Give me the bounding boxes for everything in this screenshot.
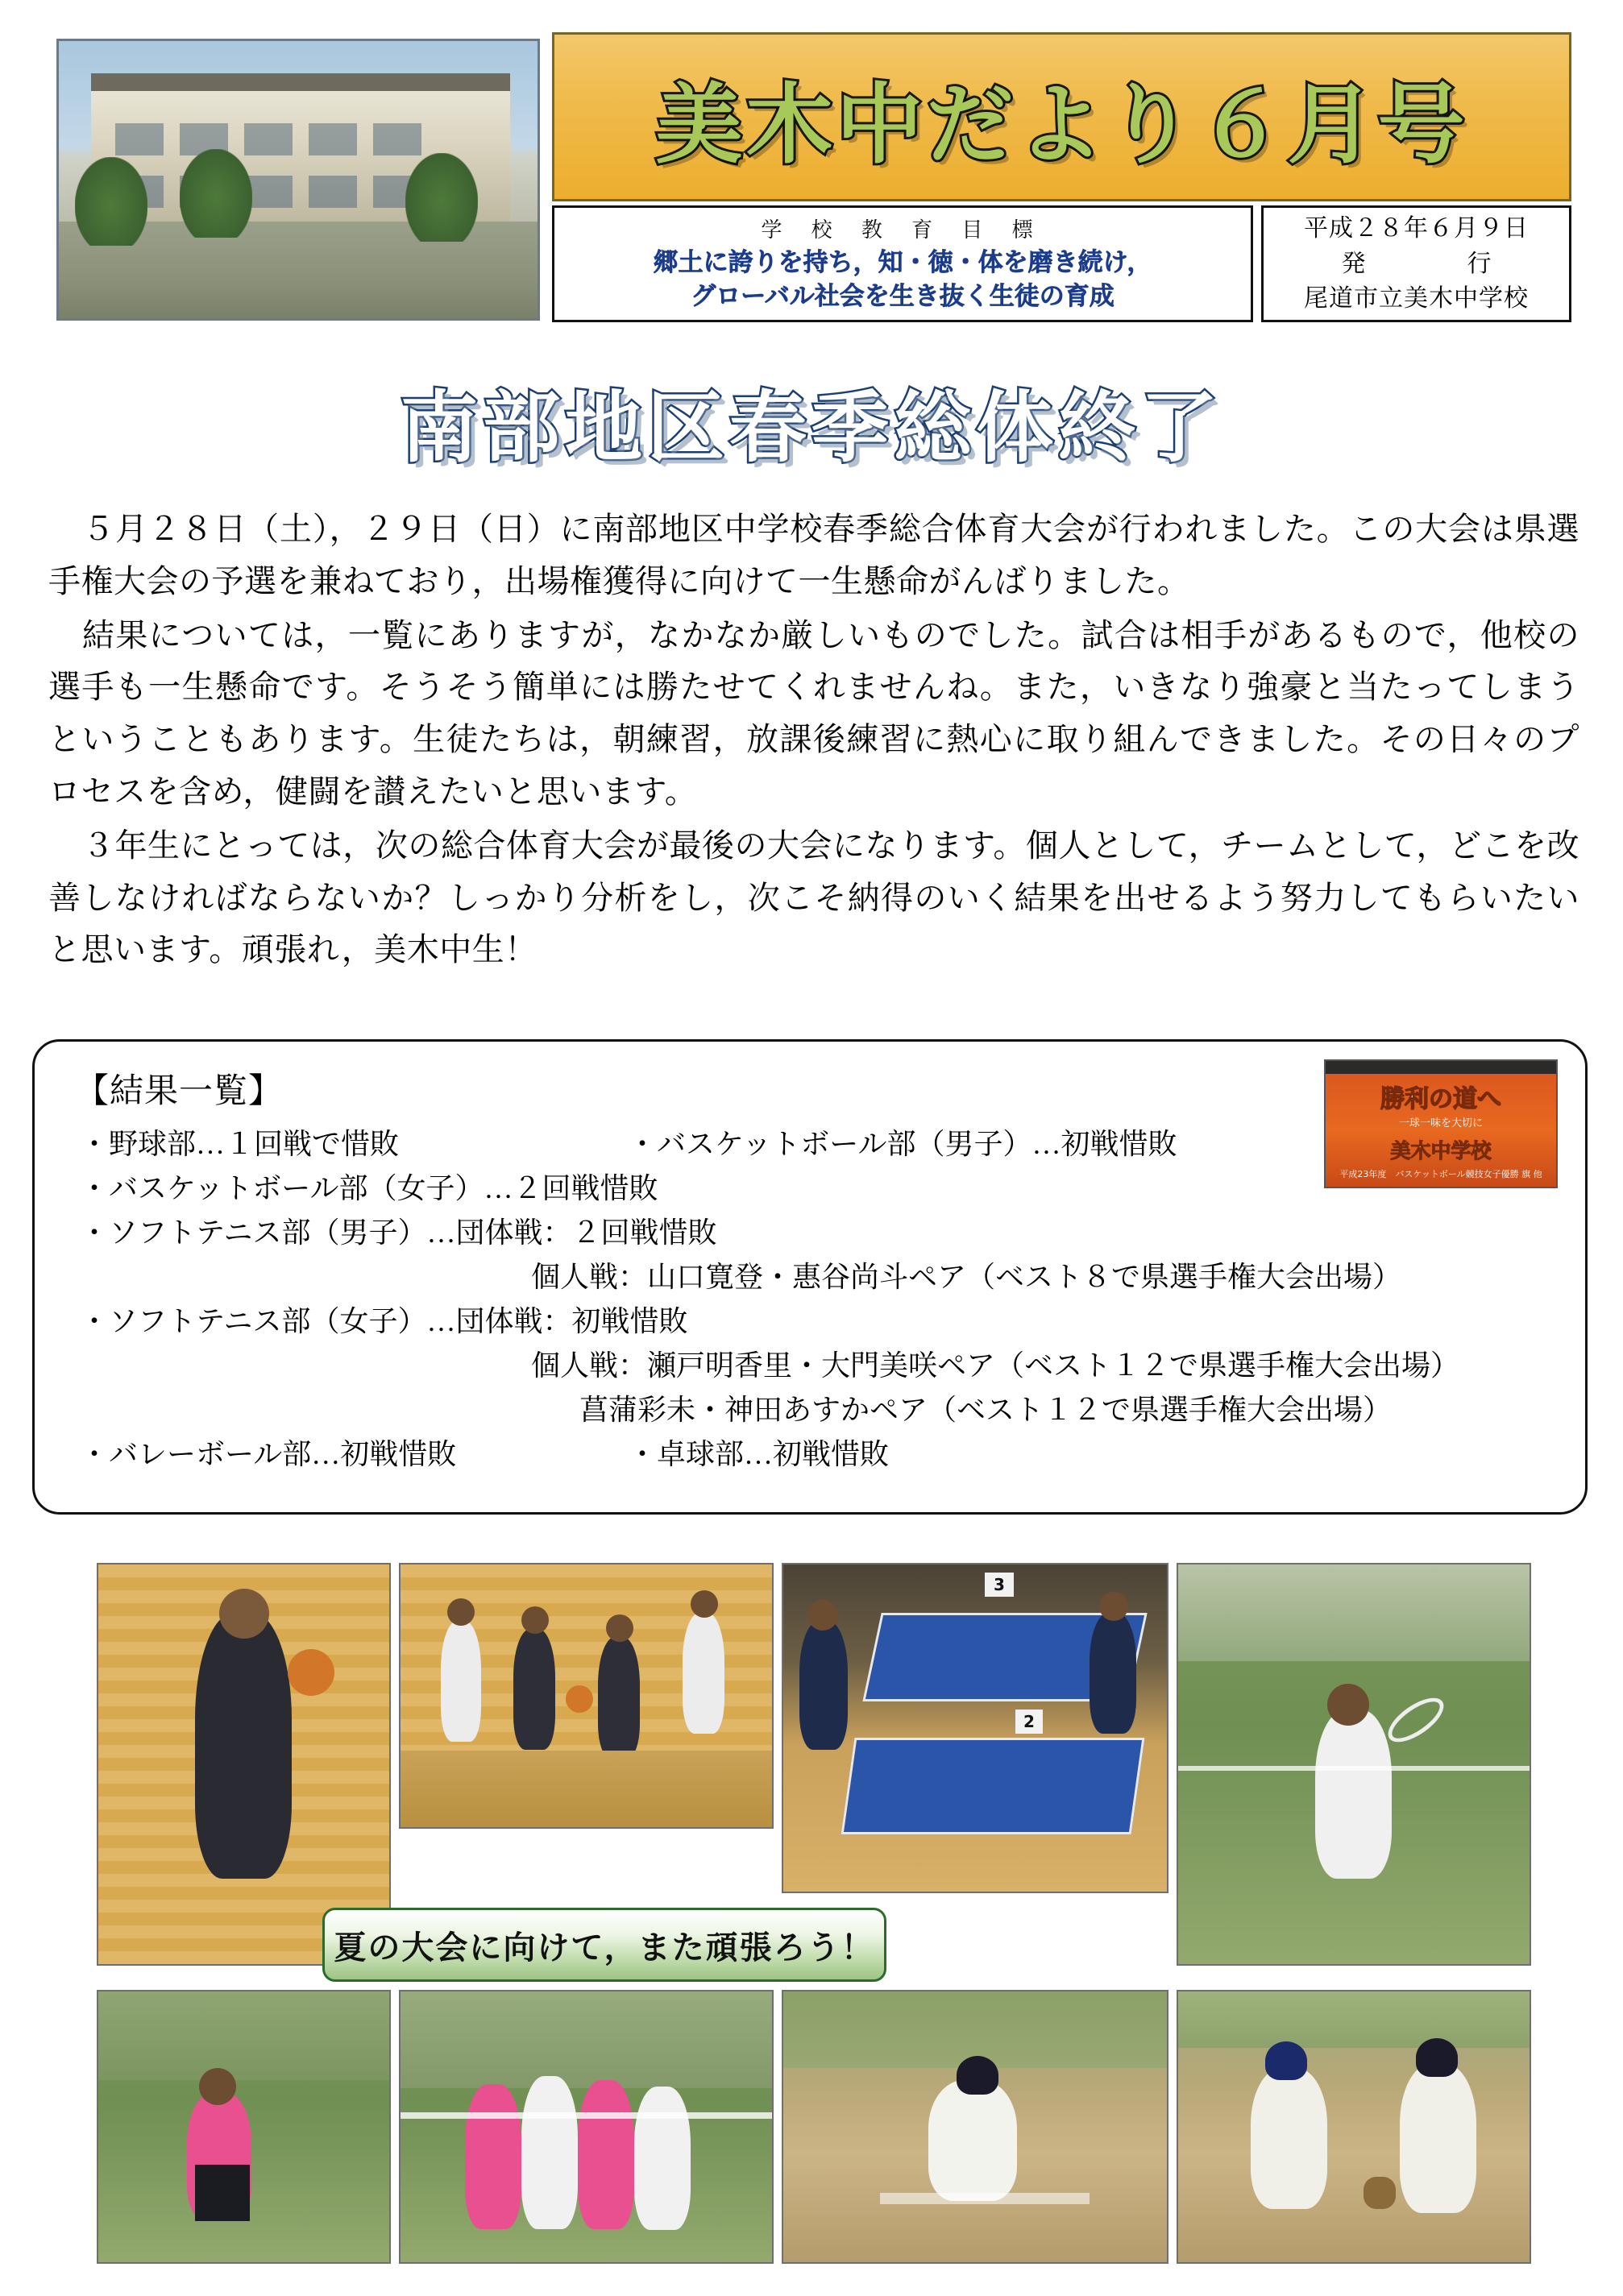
player-figure [465,2084,521,2229]
player-head [199,2068,236,2105]
runner-figure [1251,2068,1327,2209]
building-window [115,123,164,155]
photo-baseball-runner [1177,1990,1531,2264]
issue-info-box [1261,205,1571,322]
tennis-racket [1381,1689,1451,1750]
player-figure [634,2087,691,2230]
player-figure [195,1613,292,1879]
player-figure [1315,1710,1392,1879]
player-head [1327,1684,1369,1726]
fielder-figure [1400,2064,1476,2213]
school-goal-label: 学 校 教 育 目 標 [761,218,1044,243]
table-number-sign: 2 [1015,1710,1043,1734]
masthead-title: 美木中だより６月号 [655,74,1468,176]
result-item-detail: 個人戦：瀬戸明香里・大門美咲ペア（ベスト１２で県選手権大会出場） [531,1349,1460,1382]
photo-table-tennis [782,1563,1168,1893]
masthead-title-band [552,32,1571,201]
newsletter-header [56,32,1571,322]
foul-line [880,2193,1090,2204]
baseball-cap [1416,2038,1458,2077]
background-fence [98,1991,389,2080]
player-head [606,1614,633,1642]
result-item: ・バレーボール部…初戦惜敗 [80,1438,457,1470]
building-window [373,123,421,155]
court-net-line [1178,1766,1530,1771]
tree-shape [75,157,147,246]
result-item: ・卓球部…初戦惜敗 [628,1438,890,1470]
result-item: ・バスケットボール部（女子）…２回戦惜敗 [80,1172,658,1204]
basketball [566,1685,593,1713]
player-head [691,1590,718,1618]
photo-collage [97,1563,1531,2264]
banner-top-bar [1326,1061,1556,1074]
player-figure [598,1637,640,1758]
school-goal-box [552,205,1253,322]
result-item: ・野球部…１回戦で惜敗 [80,1128,400,1160]
player-figure [441,1621,481,1742]
result-item: ・バスケットボール部（男子）…初戦惜敗 [628,1128,1177,1160]
player-head [807,1600,838,1631]
results-row [80,1432,1546,1477]
school-goal-line-2: グローバル社会を生き抜く生徒の育成 [691,282,1115,311]
result-item: ・ソフトテニス部（男子）…団体戦：２回戦惜敗 [80,1216,717,1249]
results-row [80,1299,1546,1344]
pitcher-figure [928,2080,1017,2201]
results-row [80,1211,1546,1255]
baseball-glove [1364,2177,1396,2209]
background-trees [1178,1565,1530,1661]
banner-line-2: 一球一味を大切に [1398,1117,1483,1129]
player-head [1099,1592,1128,1621]
victory-banner-photo [1324,1059,1558,1188]
photo-soft-tennis-girl [97,1990,391,2264]
player-skirt [195,2165,250,2221]
photo-baseball-pitcher [782,1990,1168,2264]
results-box [32,1039,1588,1515]
photo-volleyball-team [399,1990,774,2264]
encouragement-banner: 夏の大会に向けて，また頑張ろう！ [322,1908,886,1982]
player-figure [521,2076,578,2229]
tree-shape [180,149,252,238]
player-figure [513,1629,555,1750]
player-figure [683,1613,724,1734]
photo-soft-tennis-serve [1177,1563,1531,1966]
result-item-detail: 個人戦：山口寛登・惠谷尚斗ペア（ベスト８で県選手権大会出場） [531,1261,1402,1293]
results-row [80,1255,1546,1299]
basketball [288,1649,334,1696]
outfield-grass [1178,1991,1530,2048]
table-number-sign: 3 [985,1573,1014,1597]
article-body [48,504,1579,978]
publisher-name: 尾道市立美木中学校 [1304,284,1529,313]
results-title: 【結果一覧】 [75,1073,284,1110]
player-figure [1090,1613,1136,1734]
body-paragraph: ３年生にとっては，次の総合体育大会が最後の大会になります。個人として，チームとして，どこを改善しなければならないか？しっかり分析をし，次こそ納得のいく結果を出せるよう努力してもらいたいと思います。頑張れ，美木中生！ [48,827,1579,968]
school-goal-line-1: 郷土に誇りを持ち，知・徳・体を磨き続け， [653,248,1152,278]
player-figure [578,2080,634,2229]
volleyball-net [401,2112,772,2119]
building-window [309,176,357,208]
building-window [309,123,357,155]
court-foreground [401,1751,772,1827]
player-head [219,1589,269,1639]
result-item-detail: 菖蒲彩未・神田あすかペア（ベスト１２で県選手権大会出場） [579,1394,1393,1426]
body-paragraph: 結果については，一覧にありますが，なかなか厳しいものでした。試合は相手があるもので，他校の選手も一生懸命です。そうそう簡単には勝たせてくれませんね。また，いきなり強豪と当たってしまうということもあります。生徒たちは，朝練習，放課後練習に熱心に取り組んできました。その日々のプロセスを含め，健闘を讃えたいと思います。 [48,616,1579,810]
tree-shape [405,153,478,242]
baseball-cap [957,2056,998,2095]
background-fence [401,1991,772,2088]
result-item: ・ソフトテニス部（女子）…団体戦：初戦惜敗 [80,1305,688,1337]
player-figure [799,1621,848,1750]
banner-line-3: 美木中学校 [1390,1139,1492,1163]
player-head [521,1606,549,1634]
body-paragraph: ５月２８日（土），２９日（日）に南部地区中学校春季総合体育大会が行われました。この大会は県選手権大会の予選を兼ねており，出場権獲得に向けて一生懸命がんばりました。 [48,511,1579,599]
school-building-photo [56,39,540,321]
banner-line-4: 平成23年度 バスケットボール競技女子優勝 旗 他 [1339,1169,1542,1179]
photo-basketball-boys [97,1563,391,1966]
photo-basketball-girls [399,1563,774,1829]
article-headline: 南部地区春季総体終了 [401,383,1222,473]
banner-line-1: 勝利の道へ [1380,1085,1501,1113]
batting-helmet [1265,2041,1307,2080]
table-tennis-table [841,1738,1145,1834]
results-row [80,1388,1546,1432]
issue-date: 平成２８年６月９日 [1304,214,1529,243]
results-row [80,1344,1546,1388]
player-head [447,1598,475,1626]
publisher-label: 発 行 [1341,249,1509,278]
